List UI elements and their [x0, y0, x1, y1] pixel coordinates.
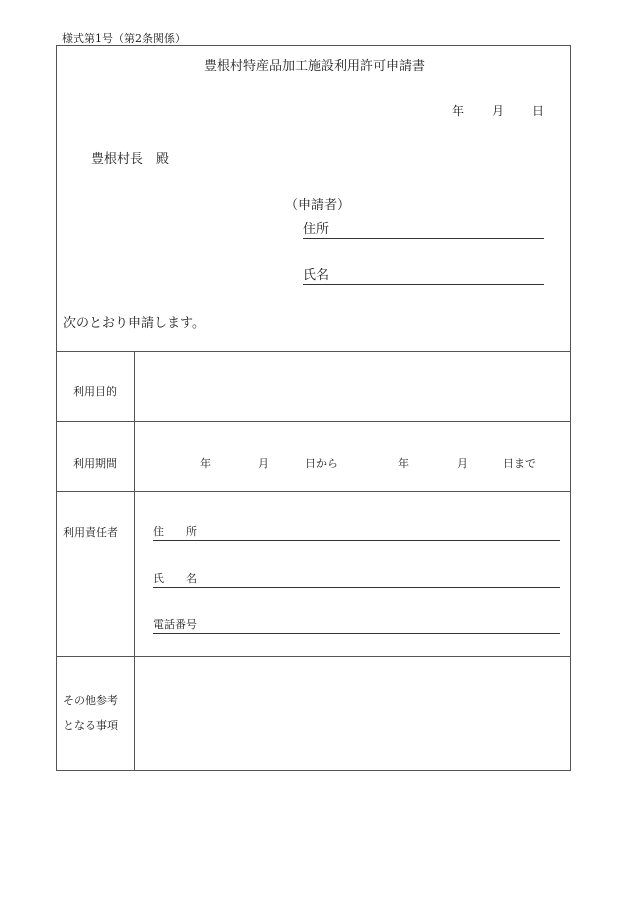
period-end-year: 年 [398, 457, 409, 470]
recipient: 豊根村長 殿 [91, 152, 170, 167]
applicant-name-field[interactable] [303, 264, 544, 285]
period-label: 利用期間 [73, 457, 117, 470]
responsible-phone-field[interactable] [153, 616, 560, 634]
date-year-label: 年 [452, 104, 465, 118]
period-start-day: 日から [305, 457, 338, 470]
period-start-month: 月 [258, 457, 269, 470]
applicant-address-field[interactable] [303, 218, 544, 239]
responsible-name-field[interactable] [153, 570, 560, 588]
other-notes-label-line1: その他参考 [63, 694, 118, 707]
row-divider-1 [57, 421, 570, 422]
applicant-heading: （申請者） [285, 198, 351, 213]
applicant-address-label: 住所 [303, 222, 330, 237]
period-end-month: 月 [457, 457, 468, 470]
responsible-label: 利用責任者 [63, 526, 118, 539]
responsible-address-field[interactable] [153, 523, 560, 541]
date-day-label: 日 [532, 104, 545, 118]
application-statement: 次のとおり申請します。 [63, 316, 205, 331]
other-notes-field[interactable] [135, 657, 570, 770]
responsible-phone-label: 電話番号 [153, 618, 197, 631]
date-month-label: 月 [492, 104, 505, 118]
row-divider-2 [57, 491, 570, 492]
purpose-label: 利用目的 [73, 385, 117, 398]
period-end-day: 日まで [503, 457, 536, 470]
period-start-year: 年 [200, 457, 211, 470]
other-notes-label-line2: となる事項 [63, 719, 118, 732]
responsible-address-label: 住 所 [153, 525, 197, 538]
purpose-field[interactable] [135, 352, 570, 421]
form-number: 様式第1号（第2条関係） [62, 32, 186, 45]
responsible-name-label: 氏 名 [153, 572, 197, 585]
applicant-name-label: 氏名 [303, 268, 330, 283]
form-title: 豊根村特産品加工施設利用許可申請書 [203, 59, 425, 74]
application-form [56, 45, 571, 771]
other-notes-label [63, 688, 133, 738]
